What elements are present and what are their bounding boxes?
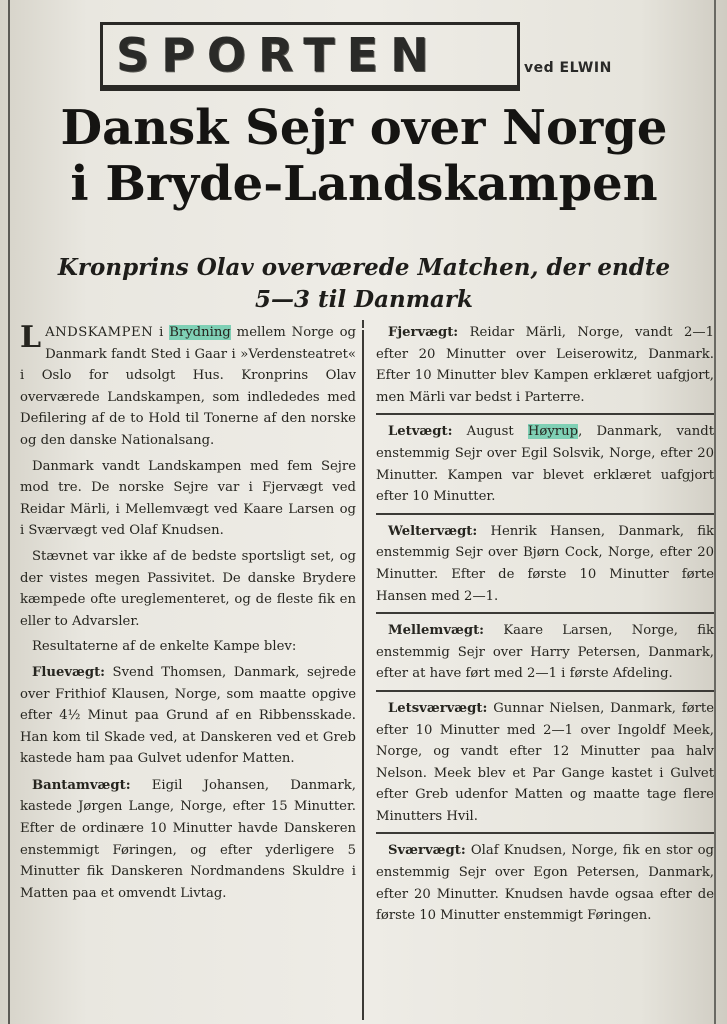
result-divider: [376, 612, 714, 614]
paragraph-text: mellem Norge og Danmark fandt Sted i Gaar i »Verdensteatret« i Oslo for udsolgt Hus. Kronprins Olav overværede Landskampen, som indlededes med Defilering af de to Hold til Tonerne af den norske og den danske Nationalsang.: [20, 325, 356, 448]
headline-line-1: Dansk Sejr over Norge: [60, 100, 668, 156]
weight-class-label: Fjervægt:: [388, 325, 459, 340]
section-title: SPORTEN: [116, 28, 441, 82]
result-text: , Danmark, vandt enstemmig Sejr over Egil Solsvik, Norge, efter 20 Minutter. Kampen var blevet erklæret uafgjort efter 10 Minutter.: [376, 424, 715, 505]
result-text: Gunnar Nielsen, Danmark, førte efter 10 Minutter med 2—1 over Ingoldf Meek, Norge, og vandt efter 12 Minutter paa halv Nelson. Meek blev et Par Gange kastet i Gulvet efter Greb udenfor Matten og maatte tage flere Minutters Hvil.: [376, 700, 714, 824]
result-divider: [376, 413, 714, 415]
column-rule-top: [362, 320, 364, 328]
result-letsvaervaegt: [376, 698, 714, 828]
weight-class-label: Mellemvægt:: [388, 623, 485, 639]
result-mellemvaegt: [376, 620, 714, 685]
article-paragraph: Danmark vandt Landskampen med fem Sejre mod tre. De norske Sejre var i Fjervægt ved Reidar Märli, i Mellemvægt ved Kaare Larsen og i Sværvægt ved Olaf Knudsen.: [20, 458, 356, 539]
result-fjervaegt: [376, 322, 714, 408]
result-letvaegt: [376, 421, 714, 507]
weight-class-label: Bantamvægt:: [32, 777, 131, 793]
paragraph-text: i: [153, 325, 170, 340]
result-text: Henrik Hansen, Danmark, fik enstemmig Sejr over Bjørn Cock, Norge, efter 20 Minutter. Efter de første 10 Minutter førte Hansen med 2—1.: [376, 523, 714, 604]
result-divider: [376, 513, 714, 515]
subheadline-line-2: 5—3 til Danmark: [255, 286, 473, 313]
weight-class-label: Weltervægt:: [388, 523, 478, 539]
result-divider: [376, 832, 714, 834]
column-rule: [362, 330, 364, 1020]
weight-class-label: Fluevægt:: [32, 664, 106, 680]
lead-caps: ANDSKAMPEN: [45, 325, 154, 340]
result-weltervaegt: [376, 521, 714, 607]
result-text: Eigil Johansen, Danmark, kastede Jørgen Lange, Norge, efter 15 Minutter. Efter de ordinære 10 Minutter havde Danskeren enstemmigt Føringen, og efter yderligere 5 Minutter fik Danskeren Nordmandens Skuldre i Matten paa et omvendt Livtag.: [20, 777, 356, 901]
article-paragraph: Stævnet var ikke af de bedste sportsligt set, og der vistes megen Passivitet. De danske Brydere kæmpede ofte ureglementeret, og de fleste fik en eller to Advarsler.: [20, 548, 356, 629]
weight-class-label: Letsværvægt:: [388, 700, 488, 716]
result-text: Svend Thomsen, Danmark, sejrede over Frithiof Klausen, Norge, som maatte opgive efter 4½ Minut paa Grund af en Ribbensskade. Han kom til Skade ved, at Danskeren ved et Greb kastede ham paa Gulvet udenfor Matten.: [20, 664, 356, 767]
weight-class-label: Sværvægt:: [388, 843, 466, 859]
drop-cap: L: [20, 320, 42, 355]
result-text: August: [452, 424, 528, 440]
headline: [14, 100, 714, 212]
highlighted-word: Brydning: [169, 325, 231, 340]
result-fluevaegt: [20, 662, 356, 770]
result-text: Reidar Märli, Norge, vandt 2—1 efter 20 Minutter over Leiserowitz, Danmark. Efter 10 Minutter blev Kampen erklæret uafgjort, men Märli var bedst i Parterre.: [376, 325, 714, 405]
result-svaervaegt: [376, 840, 714, 926]
subheadline: [14, 252, 714, 316]
result-text: Olaf Knudsen, Norge, fik en stor og enstemmig Sejr over Egon Petersen, Danmark, efter 20 Minutter. Knudsen havde ogsaa efter de første 10 Minutter enstemmigt Føringen.: [376, 843, 714, 924]
article-column-left: [20, 322, 356, 909]
page-edge-right: [714, 0, 716, 1024]
result-text: Kaare Larsen, Norge, fik enstemmig Sejr over Harry Petersen, Danmark, efter at have ført med 2—1 i første Afdeling.: [376, 623, 714, 682]
masthead-byline: ved ELWIN: [524, 60, 612, 76]
result-bantamvaegt: [20, 775, 356, 905]
highlighted-word: Høyrup: [527, 424, 579, 440]
article-paragraph: [20, 322, 356, 452]
subheadline-line-1: Kronprins Olav overværede Matchen, der endte: [57, 254, 671, 281]
article-paragraph: Resultaterne af de enkelte Kampe blev:: [32, 639, 297, 655]
result-divider: [376, 690, 714, 692]
article-column-right: [376, 322, 714, 932]
page-edge-left: [8, 0, 10, 1024]
weight-class-label: Letvægt:: [388, 424, 453, 440]
headline-line-2: i Bryde-Landskampen: [70, 156, 658, 212]
section-masthead: [100, 22, 520, 94]
